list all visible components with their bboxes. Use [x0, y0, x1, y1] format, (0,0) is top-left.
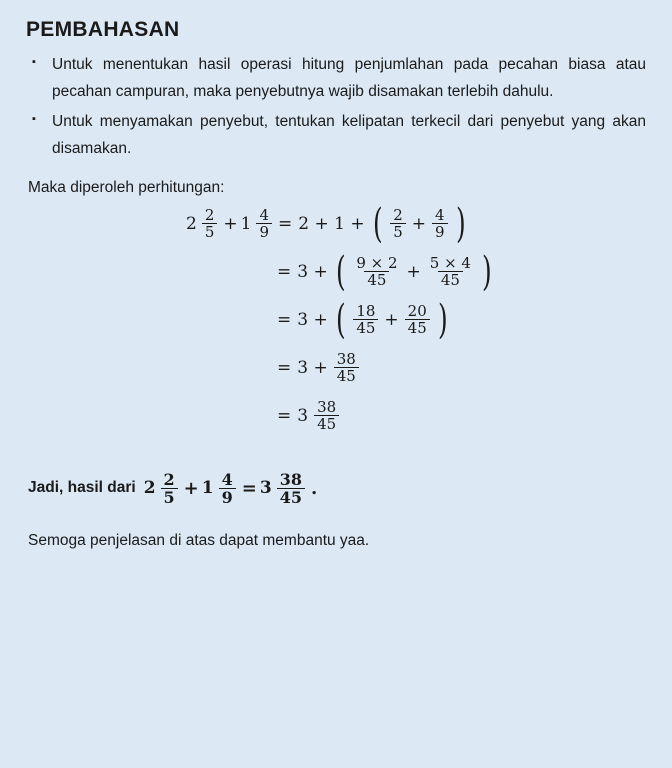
conclusion-label: Jadi, hasil dari: [28, 479, 136, 497]
fraction: $\frac{4}{9}$: [256, 207, 272, 240]
fraction: $\frac{38}{45}$: [334, 351, 359, 384]
right-paren-icon: ): [455, 200, 466, 247]
math-line-4: [26, 347, 646, 389]
fraction: $\frac{2}{5}$: [161, 471, 178, 507]
list-item: [26, 109, 646, 162]
lead-text: Maka diperoleh perhitungan:: [28, 178, 225, 196]
conclusion-line: [26, 471, 646, 507]
plus-operator: +: [411, 213, 426, 234]
list-item-text: Untuk menyamakan penyebut, tentukan kelipatan terkecil dari penyebut yang akan disamakan.: [52, 113, 646, 157]
left-paren-icon: (: [335, 248, 346, 295]
closing-text: Semoga penjelasan di atas dapat membantu yaa.: [28, 532, 370, 550]
math-line-5: [26, 395, 646, 437]
fraction: $\frac{4}{9}$: [432, 207, 448, 240]
plus-operator: +: [183, 477, 199, 499]
fraction: $\frac{38}{45}$: [277, 471, 305, 507]
parenthesized-group: [331, 296, 453, 343]
equals-operator: =: [241, 477, 257, 499]
equals-operator: =: [277, 261, 292, 282]
whole-sum: 3 +: [297, 357, 328, 378]
period: .: [310, 477, 318, 499]
parenthesized-group: [331, 248, 497, 295]
mixed-number-right: 1 $\frac{4}{9}$: [241, 207, 275, 240]
fraction: $\frac{20}{45}$: [405, 303, 430, 336]
math-line-3: [26, 296, 646, 343]
page-title: PEMBAHASAN: [26, 18, 180, 41]
fraction: $\frac{4}{9}$: [219, 471, 236, 507]
fraction: $\frac{2}{5}$: [390, 207, 406, 240]
math-line-1: [26, 200, 646, 247]
parenthesized-group: [368, 200, 471, 247]
math-line-2: [26, 248, 646, 295]
mixed-number-left: 2 $\frac{2}{5}$: [144, 471, 181, 507]
explanation-list: [26, 52, 646, 163]
conclusion-equation: [144, 471, 321, 507]
bullet-marker-icon: ▪: [32, 56, 36, 68]
equals-operator: =: [277, 405, 292, 426]
plus-operator: +: [384, 309, 399, 330]
equals-operator: =: [277, 357, 292, 378]
fraction: $\frac{5 \times 4}{45}$: [429, 253, 471, 290]
bullet-marker-icon: ▪: [32, 113, 36, 126]
list-item-text: Untuk menentukan hasil operasi hitung penjumlahan pada pecahan biasa atau pecahan campuran, maka penyebutnya wajib disamakan terlebih dahulu.: [52, 56, 646, 100]
fraction: $\frac{38}{45}$: [314, 399, 339, 432]
left-paren-icon: (: [335, 296, 346, 343]
mixed-number-left: 2 $\frac{2}{5}$: [186, 207, 220, 240]
mixed-number-right: 1 $\frac{4}{9}$: [202, 471, 239, 507]
math-derivation: [26, 200, 646, 437]
whole-sum: 3 +: [297, 261, 328, 282]
left-paren-icon: (: [372, 200, 383, 247]
right-paren-icon: ): [481, 248, 492, 295]
list-item: [26, 52, 646, 105]
equals-operator: =: [277, 309, 292, 330]
equals-operator: =: [278, 213, 293, 234]
fraction: $\frac{9 \times 2}{45}$: [356, 253, 398, 290]
whole-sum: 3 +: [297, 309, 328, 330]
fraction: $\frac{18}{45}$: [353, 303, 378, 336]
whole-sum: 2 + 1 +: [298, 213, 365, 234]
whole-number: 3: [297, 405, 309, 426]
mixed-number-result: 3 $\frac{38}{45}$: [260, 471, 308, 507]
plus-operator: +: [406, 261, 421, 282]
plus-operator: +: [223, 213, 238, 234]
right-paren-icon: ): [437, 296, 448, 343]
fraction: $\frac{2}{5}$: [202, 207, 218, 240]
